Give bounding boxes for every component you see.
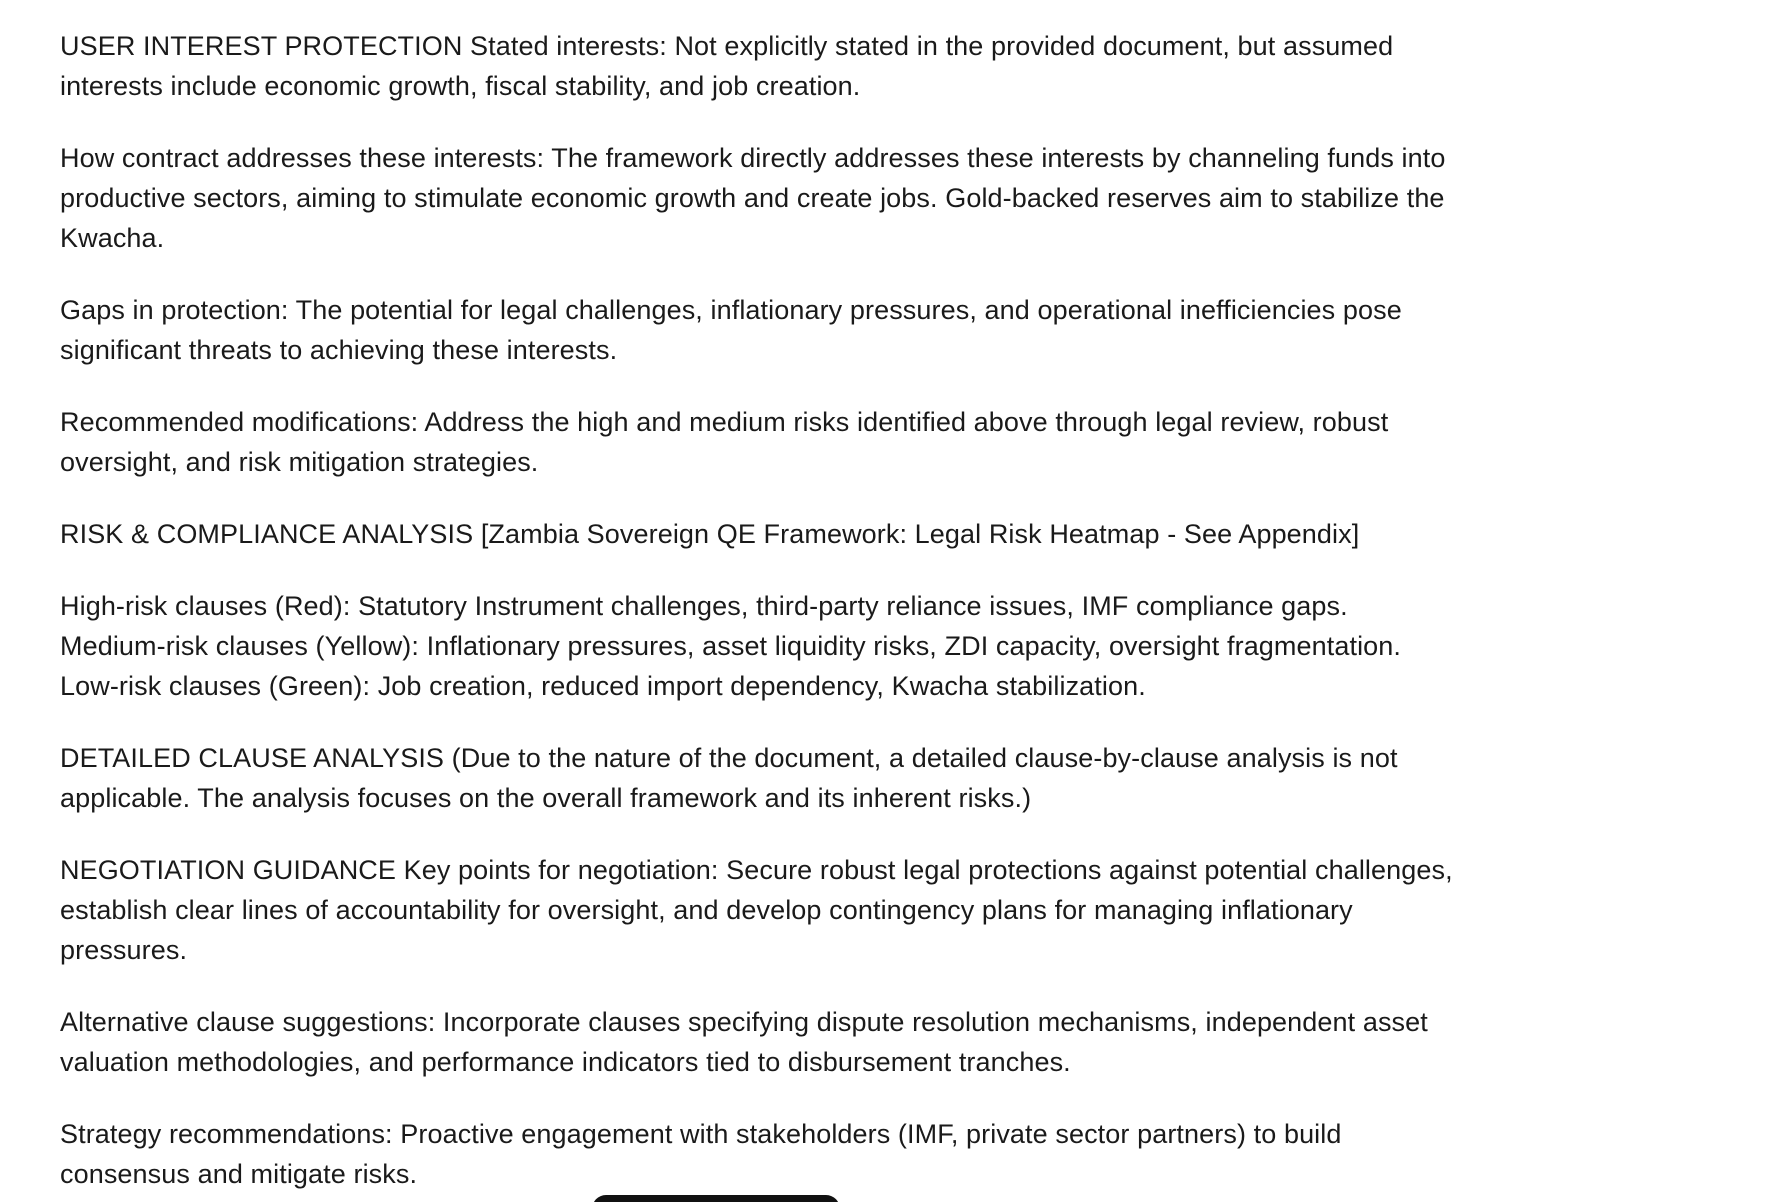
scroll-to-bottom-button[interactable] <box>592 1195 840 1202</box>
paragraph-user-interest-protection: USER INTEREST PROTECTION Stated interests: Not explicitly stated in the provided document, but assumed interests include economic growth, fiscal stability, and job creation. <box>60 31 1394 101</box>
paragraph-alternative-clause-suggestions: Alternative clause suggestions: Incorporate clauses specifying dispute resolution mechanisms, independent asset valuation methodologies, and performance indicators tied to disbursement tranches. <box>60 1007 1428 1077</box>
paragraph-recommended-modifications: Recommended modifications: Address the high and medium risks identified above through legal review, robust oversight, and risk mitigation strategies. <box>60 407 1389 477</box>
paragraph-risk-clauses: High-risk clauses (Red): Statutory Instrument challenges, third-party reliance issues, IMF compliance gaps. Medium-risk clauses (Yellow): Inflationary pressures, asset liquidity risks, ZDI capacity, oversight fragmentation. Low-risk clauses (Green): Job creation, reduced import dependency, Kwacha stabilization. <box>60 591 1401 701</box>
document-body <box>60 26 1460 1202</box>
paragraph-detailed-clause-analysis: DETAILED CLAUSE ANALYSIS (Due to the nature of the document, a detailed clause-by-clause analysis is not applicable. The analysis focuses on the overall framework and its inherent risks.) <box>60 743 1398 813</box>
paragraph-risk-compliance-analysis: RISK & COMPLIANCE ANALYSIS [Zambia Sovereign QE Framework: Legal Risk Heatmap - See Appendix] <box>60 519 1360 549</box>
paragraph-contract-addresses-interests: How contract addresses these interests: The framework directly addresses these interests by channeling funds into productive sectors, aiming to stimulate economic growth and create jobs. Gold-backed reserves aim to stabilize the Kwacha. <box>60 143 1446 253</box>
paragraph-gaps-in-protection: Gaps in protection: The potential for legal challenges, inflationary pressures, and operational inefficiencies pose significant threats to achieving these interests. <box>60 295 1402 365</box>
paragraph-negotiation-guidance: NEGOTIATION GUIDANCE Key points for negotiation: Secure robust legal protections against potential challenges, establish clear lines of accountability for oversight, and develop contingency plans for managing inflationary pressures. <box>60 855 1453 965</box>
paragraph-strategy-recommendations: Strategy recommendations: Proactive engagement with stakeholders (IMF, private sector partners) to build consensus and mitigate risks. <box>60 1119 1342 1189</box>
